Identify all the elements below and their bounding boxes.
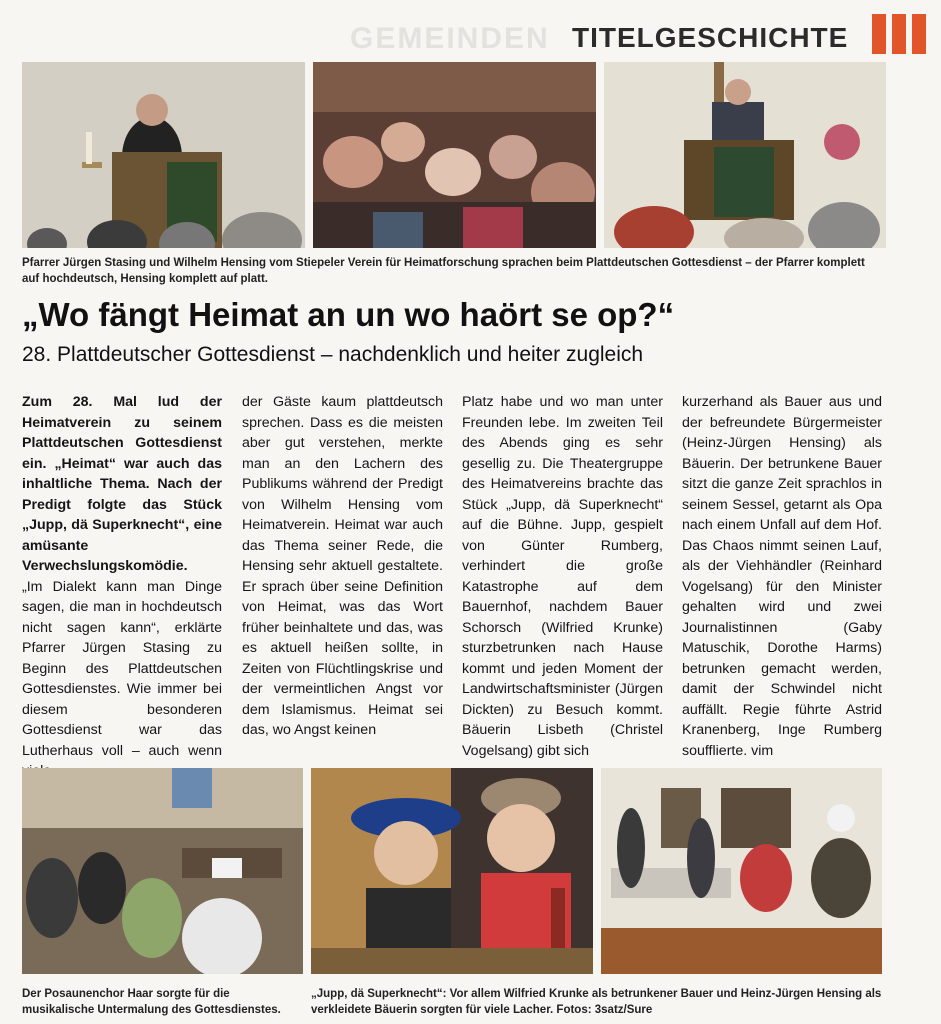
photo-brass-choir bbox=[22, 768, 303, 974]
article-column-4 bbox=[682, 392, 882, 761]
photo-audience-applauding bbox=[313, 62, 596, 248]
article-column-3 bbox=[462, 392, 663, 761]
article-text-1: „Im Dialekt kann man Dinge sagen, die man in hochdeutsch nicht sagen kann“, erklärte Pfarrer Jürgen Stasing zu Beginn des Plattdeutschen Gottesdienstes. Wie immer bei diesem besonderen Gottesdienst war das Lutherhaus voll – auch wenn bbox=[22, 578, 222, 759]
article-column-2 bbox=[242, 392, 443, 741]
article-headline: „Wo fängt Heimat an un wo haört se op?“ bbox=[22, 296, 675, 333]
photo-two-actresses bbox=[311, 768, 593, 974]
article-lead: Zum 28. Mal lud der Heimatverein zu seinem Plattdeutschen Gottesdienst ein. „Heimat“ war auch das inhaltliche Thema. Nach der Predigt folgte das Stück „Jupp, dä Superknecht“, eine amüsante Verwechslungskomödie. bbox=[22, 394, 222, 574]
ghost-heading: GEMEINDEN bbox=[350, 22, 550, 55]
photo-pastor-at-lectern bbox=[22, 62, 305, 248]
bottom-caption-left: Der Posaunenchor Haar sorgte für die musikalische Untermalung des Gottesdienstes. bbox=[22, 988, 281, 1016]
article-subheadline: 28. Plattdeutscher Gottesdienst – nachdenklich und heiter zugleich bbox=[22, 343, 644, 366]
article-column-1 bbox=[22, 392, 222, 782]
section-accent-bars bbox=[872, 14, 926, 54]
photo-stage-play bbox=[601, 768, 882, 974]
top-photo-caption: Pfarrer Jürgen Stasing und Wilhelm Hensing vom Stiepeler Verein für Heimatforschung sprachen beim Plattdeutschen Gottesdienst – der Pfarrer komplett auf hochdeutsch, Hensing komplett auf platt. bbox=[22, 257, 865, 285]
photo-speaker-at-lectern bbox=[604, 62, 886, 248]
bottom-caption-right: „Jupp, dä Superknecht“: Vor allem Wilfried Krunke als betrunkener Bauer und Heinz-Jürgen Hensing als verkleidete Bäuerin sorgten für viele Lacher. Fotos: 3satz/Sure bbox=[311, 988, 882, 1016]
article-text-4: kurzerhand als Bauer aus und der befreundete Bürgermeister (Heinz-Jürgen Hensing) als Bäuerin. Der betrunkene Bauer sitzt die ganze Zeit sprachlos in seinem Sessel, getarnt als Opa nach einem Unfall auf dem Hof. Das Chaos nimmt seinen Lauf, als der Viehhändler (Reinhard Vogelsang) für den Minister gehalten wird und zwei Journalistinnen (Gaby Matuschik, Dorothe Harms) betrunken gemacht werden, damit der Schwindel nicht auffällt. Regie führte Astrid Kranenberg, Inge Rumberg soufflierte. vim bbox=[682, 394, 882, 759]
article-text-2: der Gäste kaum plattdeutsch sprechen. Dass es die meisten aber gut verstehen, merkte man an den Lachern des Publikums während der Predigt von Wilhelm Hensing vom Heimatverein. Heimat war auch das Thema seiner Rede, die Hensing sehr aktuell gestaltete. Er sprach über seine Definition von Heimat, was das Wort früher beinhaltete und das, was es aktuell heißen sollte, in Zeiten von Flüchtlingskrise und der vermeintlichen Angst vor dem Islamismus. Heimat sei das, wo Angst keinen bbox=[242, 394, 443, 738]
article-text-3: Platz habe und wo man unter Freunden lebe. Im zweiten Teil des Abends ging es sehr gesellig zu. Die Theatergruppe des Heimatvereins brachte das Stück „Jupp, dä Superknecht“ auf die Bühne. Jupp, gespielt von Günter Rumberg, verhindert die große Katastrophe auf dem Bauernhof, nachdem Bauer Schorsch (Wilfried Krunke) sturzbetrunken nach Hause kommt und jeden Moment der Landwirtschaftsminister (Jürgen Dickten) zu Besuch kommt. Bäuerin Lisbeth (Christel Vogelsang) gibt sich bbox=[462, 394, 663, 759]
section-label: TITELGESCHICHTE bbox=[572, 22, 849, 53]
